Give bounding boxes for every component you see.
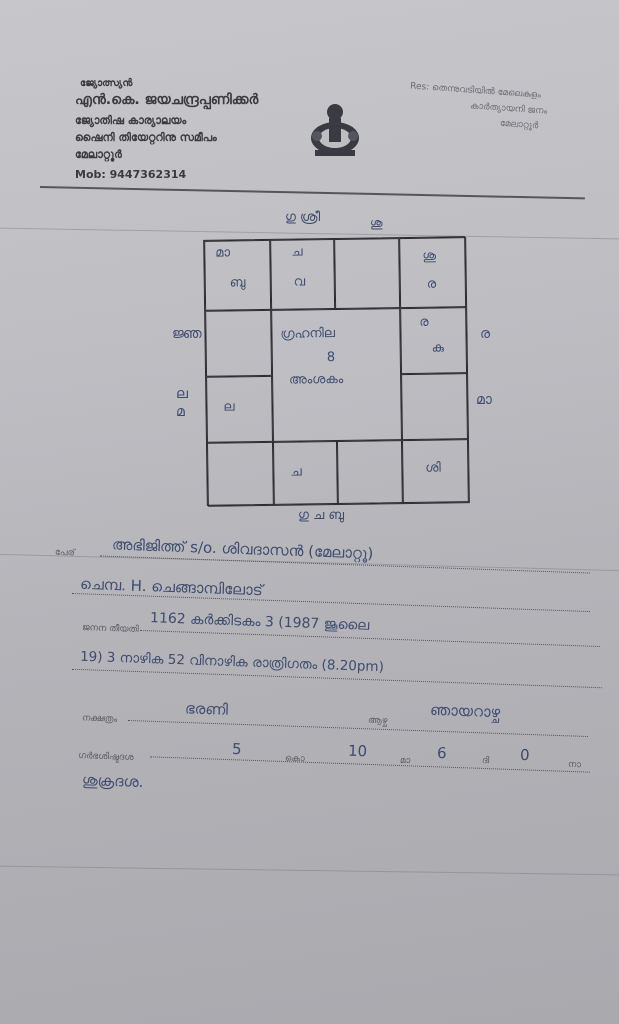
- star-underline: [128, 720, 588, 737]
- chart-cell-text: ശി: [425, 460, 441, 476]
- dob-underline: [140, 630, 600, 647]
- dasa-nazhika-label: നാ: [567, 759, 582, 771]
- header-location: ഷൈനി തിയേറ്ററിനു സമീപം: [75, 131, 217, 144]
- chart-cell: [337, 440, 403, 505]
- header-town: മേലാറ്റൂർ: [75, 148, 122, 161]
- chart-cell: [401, 373, 469, 440]
- chart-cell-text: ര: [426, 276, 437, 292]
- day-label: ആഴ്ച: [367, 715, 388, 727]
- chart-cell-text: ച: [290, 464, 302, 480]
- header-name: എൻ.കെ. ജയചന്ദ്രപ്പണിക്കർ: [75, 92, 259, 108]
- chart-cell: [207, 442, 274, 507]
- dasa-days: 6: [436, 743, 447, 763]
- mobile-number: 9447362314: [109, 168, 187, 181]
- chart-cell: [204, 240, 271, 311]
- horoscope-chart: [203, 236, 469, 506]
- chart-cell-text: ല: [223, 399, 235, 415]
- star-value: ഭരണി: [184, 699, 229, 719]
- letterhead: [40, 18, 600, 208]
- chart-cell-text: കു: [431, 340, 445, 356]
- dasa-days-label: ദി: [481, 755, 490, 767]
- header-mobile: [75, 168, 186, 181]
- chart-right-top: ര: [480, 326, 491, 342]
- chart-cell: [205, 310, 272, 377]
- dasa-sign: ശുക്രദശ.: [81, 770, 144, 792]
- mobile-label: Mob:: [75, 168, 106, 181]
- chart-cell: [334, 238, 400, 309]
- chart-cell-text: വ: [293, 274, 306, 290]
- chart-left-mid2: മ: [176, 404, 185, 420]
- header-title-small: ജ്യോത്സ്യൻ: [80, 78, 133, 89]
- name-value: അഭിജിത്ത് s/o. ശിവദാസൻ (മേലാറ്റൂ): [111, 535, 374, 563]
- dasa-label: ഗർഭശിഷ്ടദശ: [77, 751, 134, 763]
- chart-cell: [399, 237, 467, 308]
- chart-cell-text: ര: [419, 314, 429, 330]
- day-value: ഞായറാഴ്ച: [429, 700, 501, 722]
- chart-center-title: ഗ്രഹനില: [280, 326, 336, 342]
- address-value: ചെമ്പ. H. ചെങ്ങാമ്പിലോട്: [79, 574, 264, 600]
- dob-label: ജനന തീയതി: [81, 623, 139, 635]
- chart-left-mid: ല: [176, 386, 188, 402]
- star-label: നക്ഷത്രം: [81, 713, 118, 725]
- chart-center-subtitle: അംശകം: [289, 371, 344, 388]
- chart-cell: [273, 441, 338, 506]
- dasa-months: 10: [347, 741, 368, 761]
- chart-cell-text: മാ: [215, 245, 231, 261]
- chart-cell: [400, 307, 468, 374]
- dasa-years-label: കൊ: [284, 753, 305, 765]
- chart-cell: [270, 239, 335, 310]
- chart-bottom-label: ഗു ച ബു: [298, 508, 345, 523]
- header-office: ജ്യോതിഷ കാര്യാലയം: [75, 114, 187, 127]
- name-label: പേര്: [54, 547, 75, 559]
- chart-cell: [206, 376, 273, 443]
- residence-line-1: Res: തെന്നുവടിയിൽ മേലെകുളം: [409, 81, 542, 101]
- chart-cell-text: ച: [291, 244, 303, 260]
- dasa-nazhika: 0: [519, 745, 530, 765]
- chart-center: [271, 308, 402, 442]
- time-value: 19) 3 നാഴിക 52 വിനാഴിക രാത്രിഗതം (8.20pm): [79, 648, 385, 676]
- residence-line-3: മേലാറ്റൂർ: [499, 118, 539, 132]
- header-rule: [40, 186, 585, 199]
- residence-line-2: കാർത്യായനി ജനം: [469, 101, 548, 117]
- chart-cell: [402, 439, 470, 504]
- chart-top-label: ഗു ശ്രീ: [285, 210, 321, 225]
- chart-top-label-2: ശു: [370, 216, 383, 230]
- dasa-months-label: മാ: [399, 755, 411, 767]
- deity-emblem: [295, 90, 375, 170]
- chart-left-top: ജ്ഞ: [172, 326, 202, 342]
- dasa-years: 5: [231, 739, 242, 759]
- chart-right-mid: മാ: [476, 392, 492, 408]
- fold-crease: [0, 865, 619, 875]
- chart-center-number: 8: [326, 350, 336, 366]
- chart-cell-text: ബു: [229, 275, 246, 291]
- dob-value: 1162 കർക്കിടകം 3 (1987 ജൂലൈ: [149, 610, 370, 634]
- chart-cell-text: ശു: [422, 248, 437, 264]
